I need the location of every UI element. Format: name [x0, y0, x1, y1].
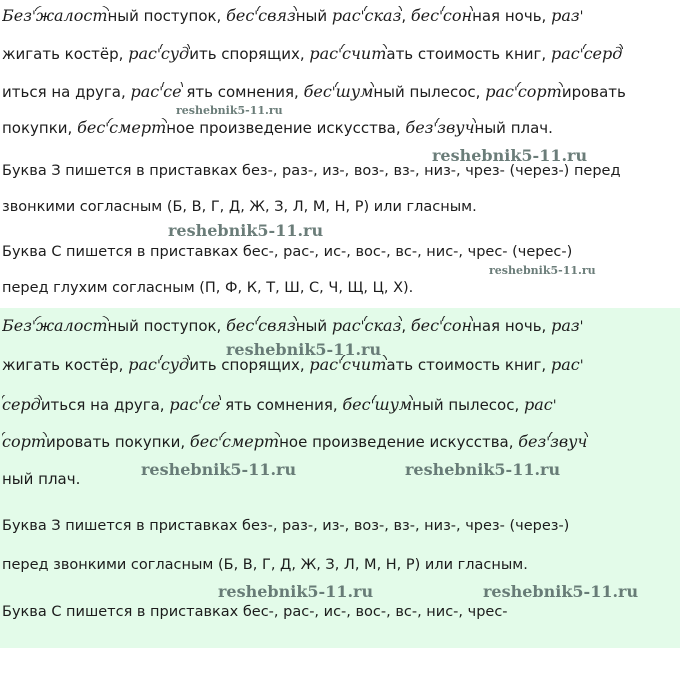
- word-rest: ить спорящих,: [189, 45, 310, 63]
- text-line: [2, 6, 678, 25]
- word-rest: ять сомнения,: [220, 396, 343, 414]
- separator-mark: ': [159, 85, 164, 101]
- prefix: бес: [342, 395, 371, 414]
- separator-mark: ': [218, 435, 222, 451]
- word-root: сказ: [364, 316, 402, 335]
- rule-text: перед глухим согласным (П, Ф, К, Т, Ш, С, Ч, Щ, Ц, Х).: [2, 280, 414, 296]
- separator-mark: ': [513, 85, 518, 101]
- text-line: [2, 118, 678, 137]
- word-root: связ: [258, 316, 296, 335]
- word-rest: ировать покупки,: [46, 433, 190, 451]
- watermark: reshebnik5-11.ru: [168, 221, 324, 240]
- word-rest: ный: [295, 7, 332, 25]
- prefix: рас: [331, 316, 361, 335]
- prefix: бес: [303, 82, 332, 101]
- word-rest: иться на друга,: [40, 396, 170, 414]
- word-rest: покупки,: [2, 119, 78, 137]
- prefix: рас: [331, 6, 361, 25]
- word-rest: ный пылесос,: [373, 83, 486, 101]
- prefix: раз: [551, 316, 580, 335]
- separator-mark: ': [31, 9, 36, 25]
- word-root: жалост: [35, 6, 108, 25]
- exercise-text-panel: [0, 0, 680, 308]
- word-root: серд: [583, 44, 623, 63]
- rule-text: Буква С пишется в приставках бес-, рас-, ис-, вос-, вс-, нис-, чрес-: [2, 604, 508, 620]
- prefix: рас: [169, 395, 199, 414]
- word-root: жалост: [35, 316, 108, 335]
- rule-text: Буква З пишется в приставках без-, раз-, из-, воз-, вз-, низ-, чрез- (через-) перед: [2, 163, 621, 179]
- word-root: смерт: [109, 118, 167, 137]
- separator-mark: ': [579, 319, 584, 335]
- word-rest: ,: [401, 7, 411, 25]
- word-rest: ать стоимость книг,: [386, 356, 551, 374]
- word-rest: ное произведение искусства,: [279, 433, 519, 451]
- separator-mark: ': [552, 398, 557, 414]
- separator-mark: ': [546, 435, 551, 451]
- watermark: reshebnik5-11.ru: [432, 146, 588, 165]
- word-root: сон: [442, 6, 473, 25]
- word-root: суд: [160, 44, 190, 63]
- watermark: reshebnik5-11.ru: [176, 104, 283, 117]
- word-rest: ный пылесос,: [412, 396, 525, 414]
- text-line: [2, 82, 678, 101]
- word-rest: ный: [295, 317, 332, 335]
- word-root: серд: [2, 395, 41, 414]
- word-root: се: [201, 395, 221, 414]
- separator-mark: ': [579, 9, 584, 25]
- separator-mark: ': [198, 398, 202, 414]
- prefix: без: [405, 118, 434, 137]
- watermark: reshebnik5-11.ru: [226, 340, 382, 359]
- separator-mark: ': [254, 9, 259, 25]
- word-rest: ный плач.: [474, 119, 553, 137]
- word-rest: иться на друга,: [2, 83, 131, 101]
- word-root: шум: [335, 82, 374, 101]
- prefix: бес: [226, 6, 255, 25]
- prefix: бес: [226, 316, 255, 335]
- prefix: рас: [524, 395, 553, 414]
- word-rest: ная ночь,: [472, 7, 552, 25]
- watermark: reshebnik5-11.ru: [141, 460, 297, 479]
- word-rest: ать стоимость книг,: [386, 45, 551, 63]
- text-line: [2, 316, 678, 335]
- separator-mark: ': [360, 319, 365, 335]
- prefix: рас: [309, 44, 339, 63]
- prefix: бес: [77, 118, 106, 137]
- prefix: рас: [128, 355, 157, 374]
- rule-text: Буква З пишется в приставках без-, раз-, из-, воз-, вз-, низ-, чрез- (через-): [2, 518, 570, 534]
- separator-mark: ': [338, 358, 342, 374]
- watermark: reshebnik5-11.ru: [483, 582, 639, 601]
- word-root: счит: [341, 44, 387, 63]
- word-root: сон: [442, 316, 473, 335]
- word-rest: ировать: [561, 83, 626, 101]
- separator-mark: ': [360, 9, 365, 25]
- word-root: сказ: [364, 6, 402, 25]
- text-line: [2, 44, 678, 63]
- word-root: сорт: [517, 82, 562, 101]
- prefix: бес: [410, 316, 440, 335]
- prefix: Без: [2, 6, 32, 25]
- prefix: рас: [130, 82, 160, 101]
- separator-mark: ': [439, 319, 443, 335]
- word-rest: ять сомнения,: [181, 83, 304, 101]
- watermark: reshebnik5-11.ru: [218, 582, 374, 601]
- word-rest: ная ночь,: [472, 317, 552, 335]
- rule-text: звонкими согласным (Б, В, Г, Д, Ж, З, Л, М, Н, Р) или гласным.: [2, 199, 477, 215]
- watermark: reshebnik5-11.ru: [489, 264, 596, 277]
- text-line: [2, 432, 678, 451]
- rule-text: перед звонкими согласным (Б, В, Г, Д, Ж, З, Л, М, Н, Р) или гласным.: [2, 557, 528, 573]
- word-rest: ный поступок,: [107, 317, 227, 335]
- prefix: рас: [309, 355, 339, 374]
- word-rest: жигать костёр,: [2, 45, 129, 63]
- word-root: счит: [341, 355, 387, 374]
- separator-mark: ': [105, 121, 110, 137]
- prefix: Без: [2, 316, 32, 335]
- word-root: звуч: [550, 432, 588, 451]
- word-rest: жигать костёр,: [2, 356, 129, 374]
- word-root: се: [163, 82, 182, 101]
- word-rest: ,: [401, 317, 411, 335]
- highlighted-text-panel: [0, 308, 680, 648]
- separator-mark: ': [156, 47, 161, 63]
- prefix: без: [518, 432, 547, 451]
- separator-mark: ': [433, 121, 438, 137]
- separator-mark: ': [439, 9, 443, 25]
- word-root: смерт: [221, 432, 280, 451]
- word-root: суд: [160, 355, 190, 374]
- text-line: [2, 395, 678, 414]
- separator-mark: ': [579, 47, 584, 63]
- separator-mark: ': [579, 358, 584, 374]
- separator-mark: ': [31, 319, 36, 335]
- word-rest: ный поступок,: [107, 7, 227, 25]
- separator-mark: ': [331, 85, 336, 101]
- word-root: связ: [258, 6, 296, 25]
- separator-mark: ': [370, 398, 375, 414]
- word-rest: ить спорящих,: [189, 356, 310, 374]
- separator-mark: ': [156, 358, 161, 374]
- rule-text: Буква С пишется в приставках бес-, рас-, ис-, вос-, вс-, нис-, чрес- (черес-): [2, 244, 573, 260]
- prefix: раз: [551, 6, 580, 25]
- prefix: рас: [550, 44, 580, 63]
- text-line: [2, 355, 678, 374]
- prefix: бес: [189, 432, 219, 451]
- separator-mark: ': [254, 319, 259, 335]
- watermark: reshebnik5-11.ru: [405, 460, 561, 479]
- prefix: рас: [128, 44, 157, 63]
- prefix: бес: [410, 6, 440, 25]
- word-root: звуч: [437, 118, 475, 137]
- word-root: сорт: [2, 432, 47, 451]
- prefix: рас: [485, 82, 514, 101]
- text-line: ный плач.: [2, 470, 81, 488]
- word-rest: ное произведение искусства,: [166, 119, 406, 137]
- prefix: рас: [550, 355, 580, 374]
- separator-mark: ': [338, 47, 342, 63]
- word-root: шум: [374, 395, 413, 414]
